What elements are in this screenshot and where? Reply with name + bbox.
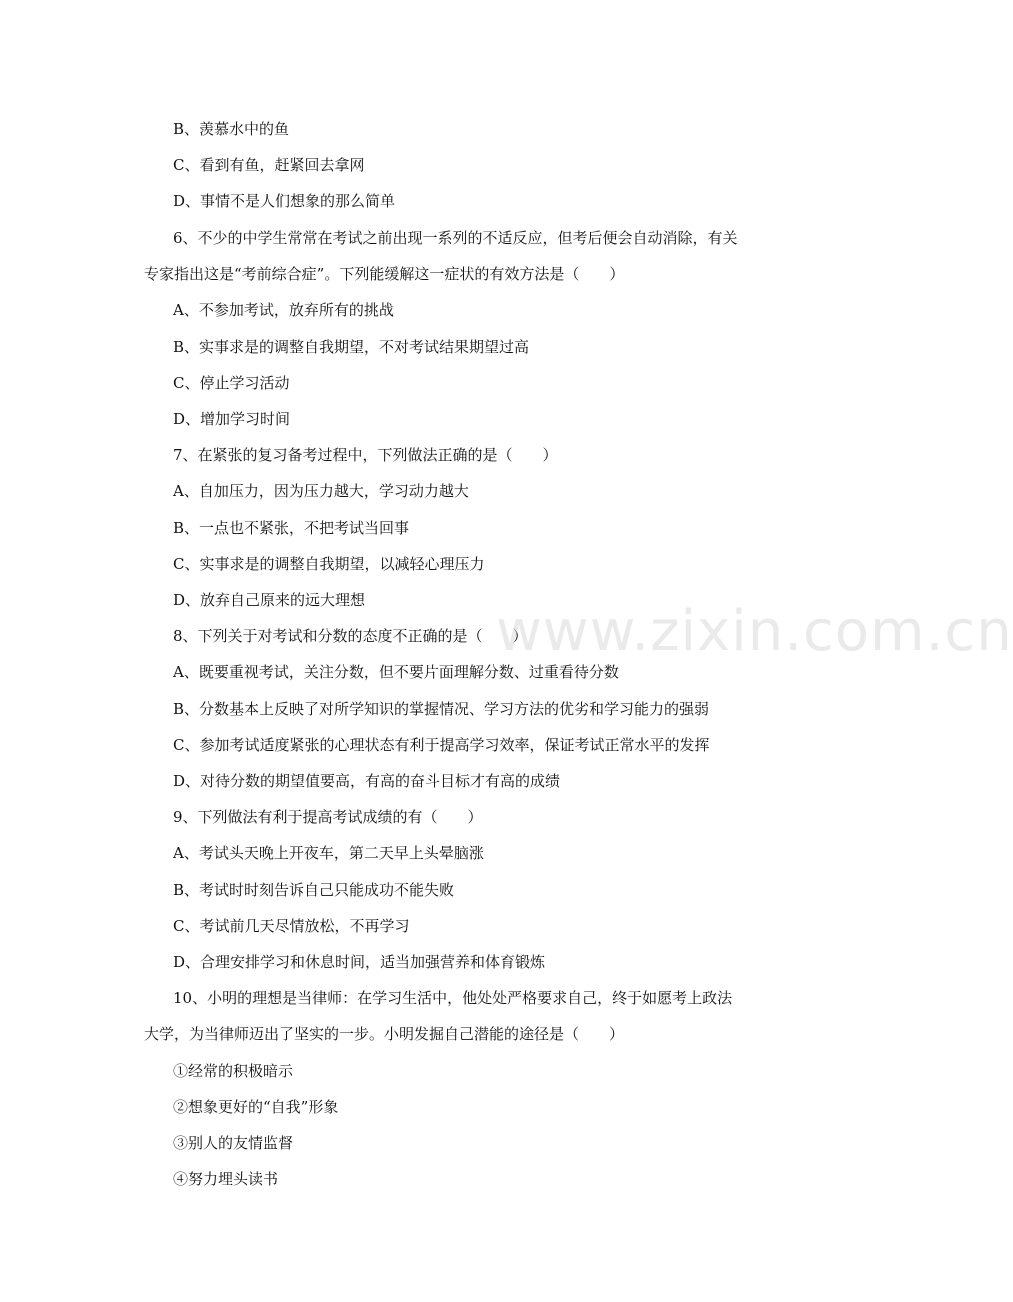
option-line: C、考试前几天尽情放松，不再学习 <box>173 917 410 935</box>
option-line: ③别人的友情监督 <box>173 1134 294 1152</box>
question-line: 8、下列关于对考试和分数的态度不正确的是（ ） <box>173 627 528 645</box>
option-line: B、分数基本上反映了对所学知识的掌握情况、学习方法的优劣和学习能力的强弱 <box>173 700 710 718</box>
question-line: 9、下列做法有利于提高考试成绩的有（ ） <box>173 808 483 826</box>
option-line: A、自加压力，因为压力越大，学习动力越大 <box>173 482 469 500</box>
watermark: www.zixin.com.cn <box>496 599 1013 664</box>
option-line: ②想象更好的“自我”形象 <box>173 1098 339 1116</box>
option-line: D、合理安排学习和休息时间，适当加强营养和体育锻炼 <box>173 953 546 971</box>
option-line: D、放弃自己原来的远大理想 <box>173 591 366 609</box>
question-line: 10、小明的理想是当律师：在学习生活中，他处处严格要求自己，终于如愿考上政法 <box>173 989 733 1007</box>
option-line: D、增加学习时间 <box>173 410 291 428</box>
option-line: D、事情不是人们想象的那么简单 <box>173 192 396 210</box>
option-line: A、考试头天晚上开夜车，第二天早上头晕脑涨 <box>173 844 484 862</box>
option-line: B、羡慕水中的鱼 <box>173 120 290 138</box>
option-line: A、既要重视考试，关注分数，但不要片面理解分数、过重看待分数 <box>173 663 619 681</box>
option-line: A、不参加考试，放弃所有的挑战 <box>173 301 394 319</box>
option-line: C、看到有鱼，赶紧回去拿网 <box>173 156 365 174</box>
option-line: C、实事求是的调整自我期望，以减轻心理压力 <box>173 555 485 573</box>
question-line: 6、不少的中学生常常在考试之前出现一系列的不适反应，但考后便会自动消除，有关 <box>173 229 738 247</box>
option-line: D、对待分数的期望值要高，有高的奋斗目标才有高的成绩 <box>173 772 561 790</box>
question-line: 大学，为当律师迈出了坚实的一步。小明发掘自己潜能的途径是（ ） <box>144 1025 625 1043</box>
option-line: B、一点也不紧张，不把考试当回事 <box>173 519 410 537</box>
option-line: ④努力埋头读书 <box>173 1170 279 1188</box>
question-line: 7、在紧张的复习备考过程中，下列做法正确的是（ ） <box>173 446 558 464</box>
option-line: B、实事求是的调整自我期望，不对考试结果期望过高 <box>173 338 530 356</box>
option-line: C、停止学习活动 <box>173 374 290 392</box>
option-line: ①经常的积极暗示 <box>173 1062 294 1080</box>
question-line: 专家指出这是“考前综合症”。下列能缓解这一症状的有效方法是（ ） <box>144 265 625 283</box>
option-line: B、考试时时刻告诉自己只能成功不能失败 <box>173 881 455 899</box>
option-line: C、参加考试适度紧张的心理状态有利于提高学习效率，保证考试正常水平的发挥 <box>173 736 710 754</box>
